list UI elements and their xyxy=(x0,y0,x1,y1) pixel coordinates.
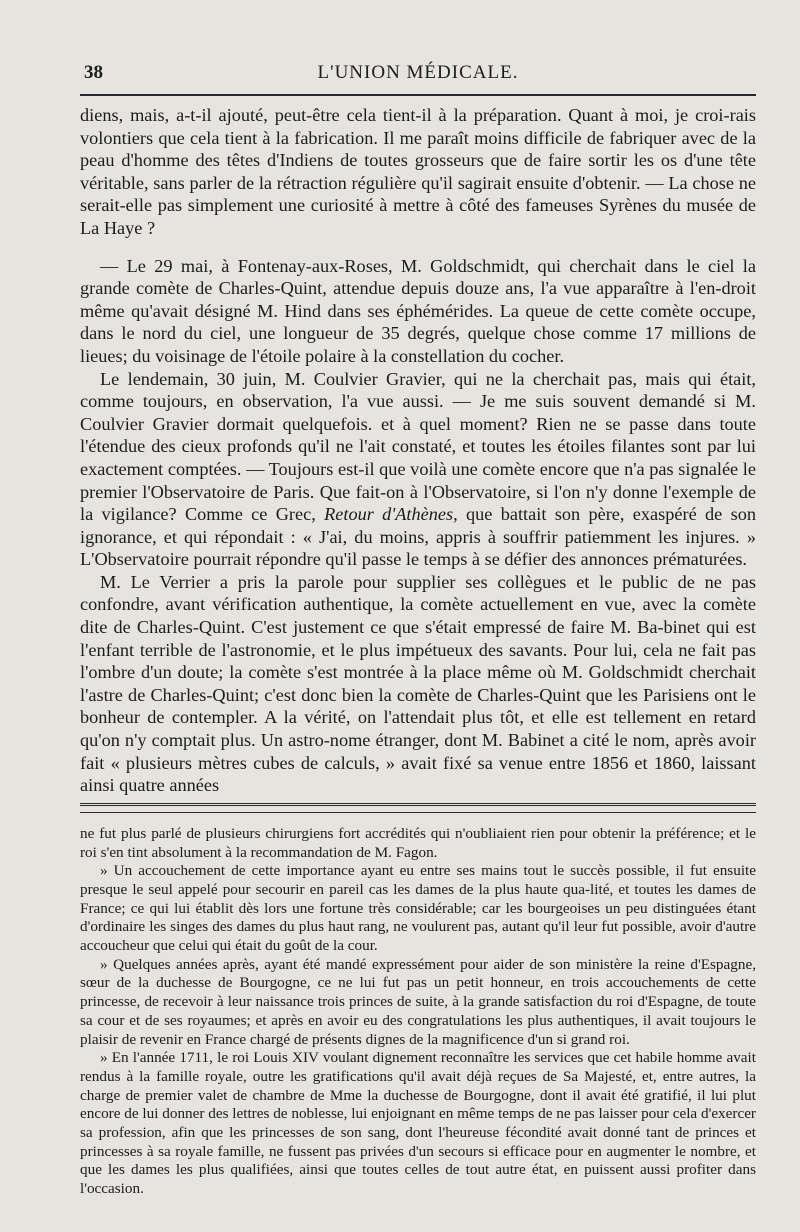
paragraph-3 xyxy=(80,368,756,571)
header-rule xyxy=(80,94,756,96)
paragraph-3-italic: Retour d'Athènes, xyxy=(324,504,458,525)
paragraph-2: — Le 29 mai, à Fontenay-aux-Roses, M. Goldschmidt, qui cherchait dans le ciel la grande comète de Charles-Quint, attendue depuis douze ans, l'a vue apparaître à l'en-droit même qu'avait désigné M. Hind dans ses éphémérides. La queue de cette comète occupe, dans le nord du ciel, une longueur de 35 degrés, quelque chose comme 17 millions de lieues; du voisinage de l'étoile polaire à la constellation du cocher. xyxy=(80,255,756,366)
footnote-1: ne fut plus parlé de plusieurs chirurgiens fort accrédités qui n'oubliaient rien pour obtenir la préférence; et le roi s'en tint absolument à la recommandation de M. Fagon. xyxy=(80,824,756,861)
main-text xyxy=(80,104,756,797)
paragraph-1: diens, mais, a-t-il ajouté, peut-être cela tient-il à la préparation. Quant à moi, je croi-rais volontiers que cela tient à la fabrication. Il me paraît moins difficile de fabriquer avec de la peau d'homme des têtes d'Indiens de toutes grosseurs que de faire sortir les os d'une tête véritable, sans parler de la rétraction régulière qu'il sagirait ensuite d'obtenir. — La chose ne serait-elle pas simplement une curiosité à mettre à côté des fameuses Syrènes du musée de La Haye ? xyxy=(80,105,756,238)
running-head xyxy=(80,50,756,84)
footnote-3: » Quelques années après, ayant été mandé expressément pour aider de son ministère la reine d'Espagne, sœur de la duchesse de Bourgogne, ce ne lui fut pas un petit honneur, en trois accouchements de cette princesse, de recevoir à leur naissance trois princes de suite, à la grande satisfaction du roi d'Espagne, de toute sa cour et de ses royaumes; et après en avoir eu des congratulations les plus authentiques, il avait toujours le plaisir de revenir en France chargé de présents dignes de la magnificence d'un si grand roi. xyxy=(80,955,756,1048)
paragraph-3-part-a: Le lendemain, 30 juin, M. Coulvier Gravier, qui ne la cherchait pas, mais qui était, comme toujours, en observation, l'a vue aussi. — Je me suis souvent demandé si M. Coulvier Gravier dormait quelquefois. et à quel moment? Rien ne se passe dans toute l'étendue des cieux profonds qu'il ne l'ait constaté, et toutes les étoiles filantes sont par lui exactement comptées. — Toujours est-il que voilà une comète encore que n'a pas signalée le premier l'Observatoire de Paris. Que fait-on à l'Observatoire, si l'on n'y donne l'exemple de la vigilance? Comme ce Grec, xyxy=(80,368,756,525)
footnote-2: » Un accouchement de cette importance ayant eu entre ses mains tout le succès possible, il fut ensuite presque le seul appelé pour secourir en pareil cas les dames de la plus haute qua-lité, et toutes les dames de France; ce qui lui établit dès lors une fortune très considérable; car les bourgeoises un peu distinguées étant d'ordinaire les singes des dames du plus haut rang, ne voulurent pas, autant qu'il leur fut possible, avoir d'autre accoucheur que celui qui était du goût de la cour. xyxy=(80,862,756,955)
paragraph-3-part-b: que battait son père, exaspéré de son ignorance, et qui répondait : « J'ai, du moins, appris à souffrir patiemment les injures. » L'Observatoire pourrait répondre qu'il passe le temps à se défier des annonces prématurées. xyxy=(80,504,757,570)
paragraph-4: M. Le Verrier a pris la parole pour supplier ses collègues et le public de ne pas confondre, avant vérification authentique, la comète actuellement en vue, avec la comète dite de Charles-Quint. C'est justement ce que s'était empressé de faire M. Ba-binet qui est l'enfant terrible de l'astronomie, et le plus impétueux des savants. Pour lui, cela ne fait pas l'ombre d'un doute; la comète s'est montrée à la place même où M. Goldschmidt cherchait l'astre de Charles-Quint; c'est donc bien la comète de Charles-Quint que les Parisiens ont le bonheur de contempler. A la vérité, on l'attendait plus tôt, et elle est tellement en retard qu'on n'y comptait plus. Un astro-nome étranger, dont M. Babinet a cité le nom, après avoir fait « plusieurs mètres cubes de calculs, » avait fixé sa venue entre 1856 et 1860, laissant ainsi quatre années xyxy=(80,571,756,796)
running-title: L'UNION MÉDICALE. xyxy=(317,62,519,83)
footnote-rule xyxy=(80,803,756,813)
page-number: 38 xyxy=(84,62,103,83)
footnotes xyxy=(80,825,756,1199)
footnote-4: » En l'année 1711, le roi Louis XIV voulant dignement reconnaître les services que cet habile homme avait rendus à la famille royale, outre les gratifications qu'il avait déjà reçues de Sa Majesté, et, entre autres, la charge de premier valet de chambre de Mme la duchesse de Bourgogne, dont il avait été gratifié, il lui plut encore de lui donner des lettres de noblesse, lui enjoignant en même temps de ne pas laisser pour cela d'exercer sa profession, afin que les princesses de son sang, dont l'heureuse fécondité avait donné tant de princes et princesses à sa royale famille, ne fussent pas privées d'un secours si efficace pour en augmenter le nombre, et que les dames les plus qualifiées, ainsi que toutes celles de tout autre état, en puissent aussi profiter dans l'occasion. xyxy=(80,1049,756,1198)
